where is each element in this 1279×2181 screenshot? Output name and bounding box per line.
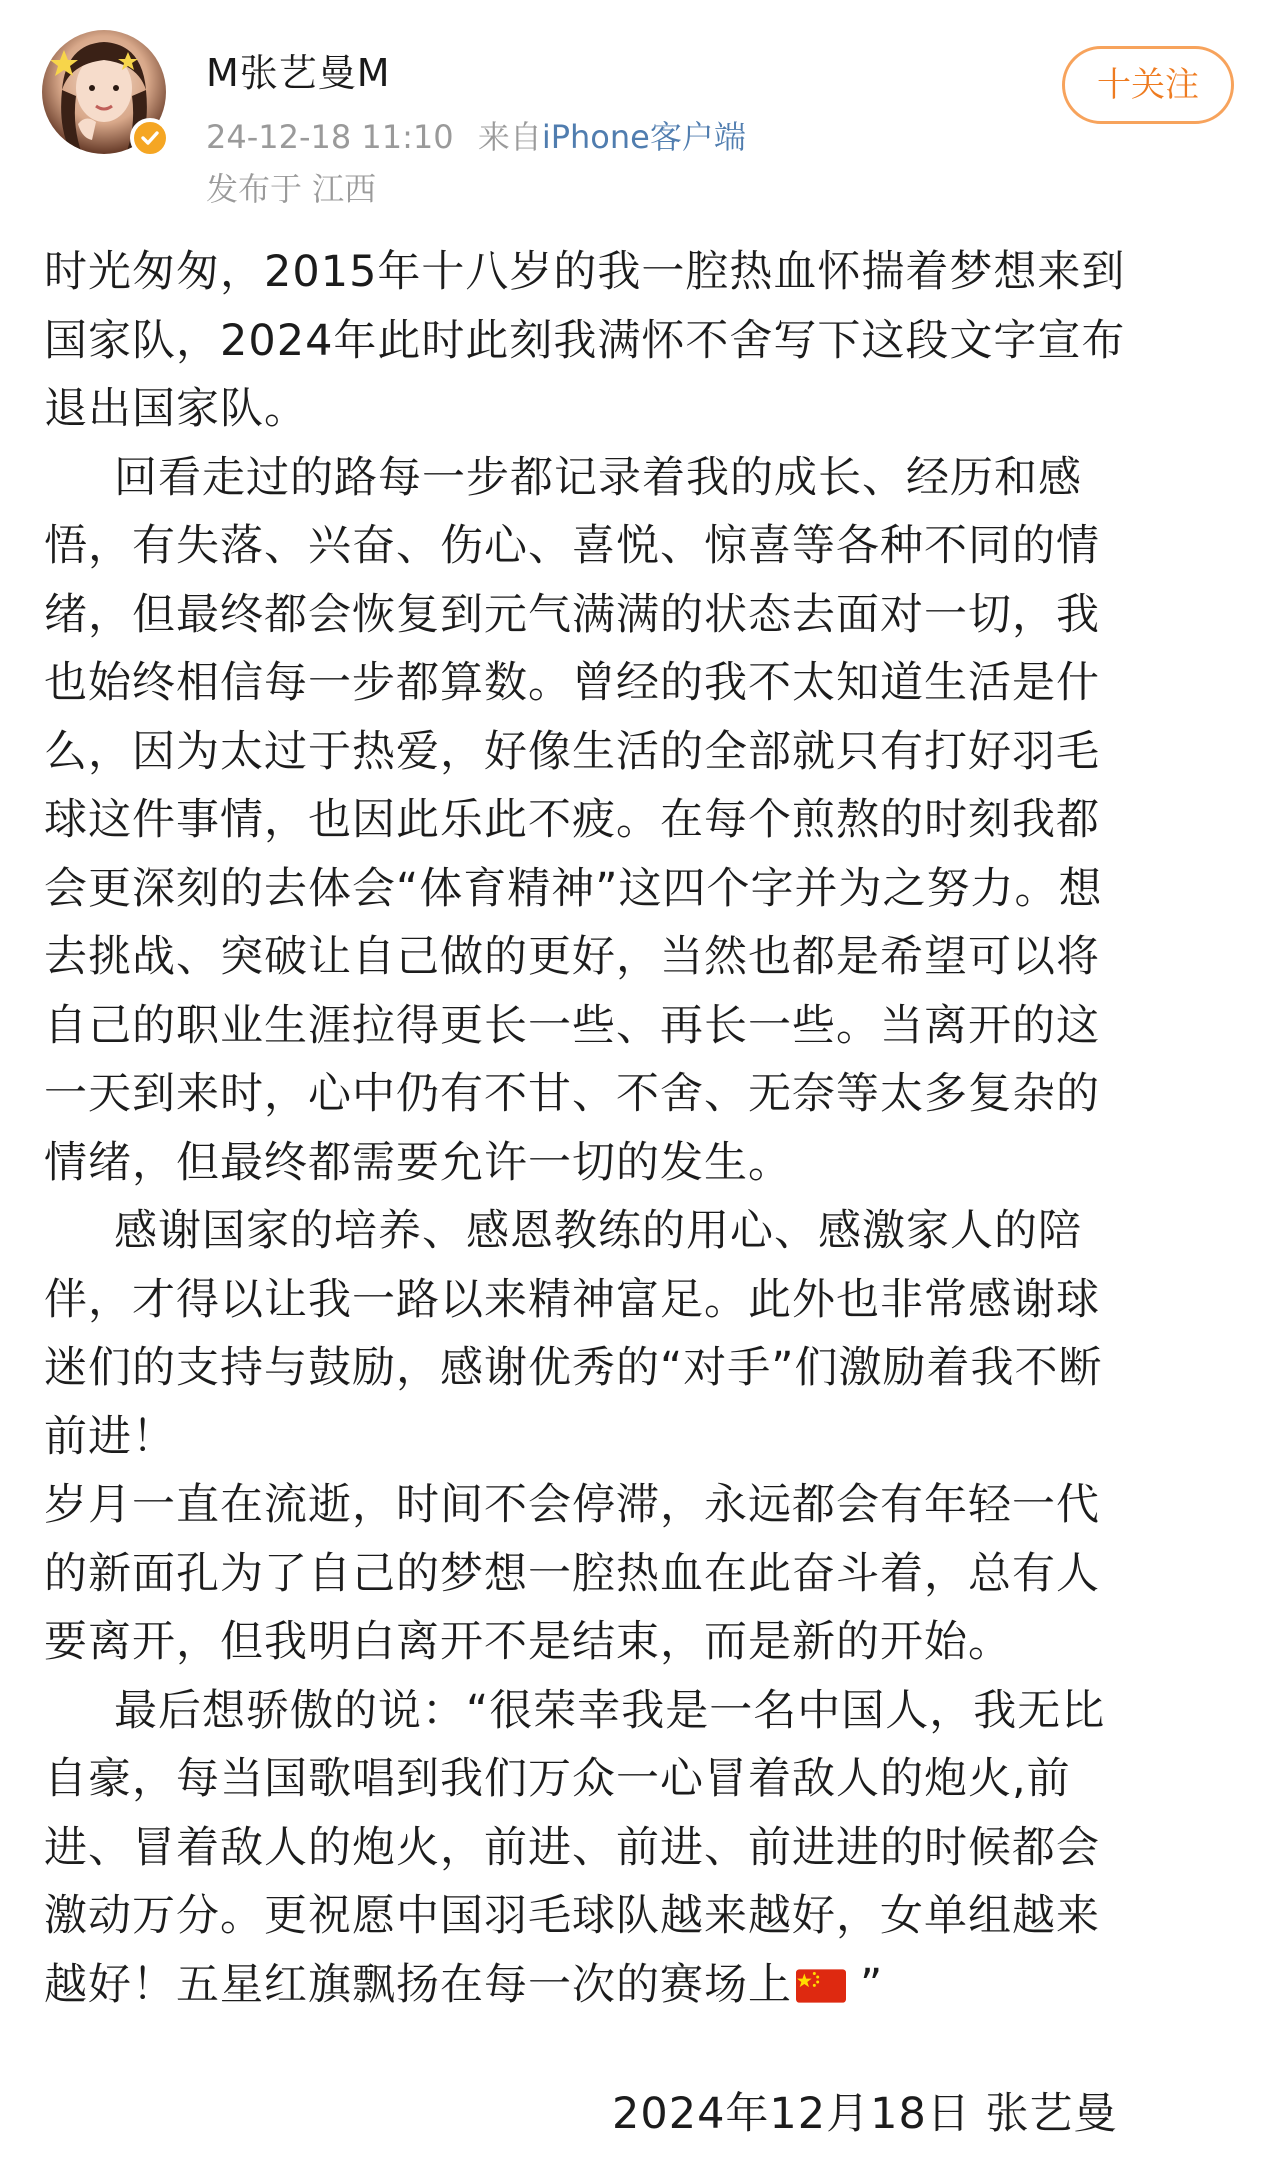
post-text-line: 岁月一直在流逝，时间不会停滞，永远都会有年轻一代 bbox=[44, 1480, 1100, 1530]
post-text-line: 也始终相信每一步都算数。曾经的我不太知道生活是什 bbox=[44, 658, 1100, 708]
post-text-line: 伴，才得以让我一路以来精神富足。此外也非常感谢球 bbox=[44, 1274, 1100, 1325]
closing-quote: ” bbox=[860, 1959, 884, 2010]
post-text-line: 最后想骄傲的说：“很荣幸我是一名中国人，我无比 bbox=[114, 1685, 1106, 1736]
post-content bbox=[44, 238, 1244, 2019]
post-text-line: 会更深刻的去体会“体育精神”这四个字并为之努力。想 bbox=[44, 863, 1103, 914]
post-text-line: 的新面孔为了自己的梦想一腔热血在此奋斗着，总有人 bbox=[44, 1548, 1100, 1599]
post-text-line: 情绪，但最终都需要允许一切的发生。 bbox=[44, 1137, 792, 1188]
post-text-line: 退出国家队。 bbox=[44, 384, 308, 434]
verified-badge-icon bbox=[130, 118, 170, 158]
post-meta bbox=[206, 112, 746, 158]
post-text-line: 自己的职业生涯拉得更长一些、再长一些。当离开的这 bbox=[44, 1000, 1100, 1051]
post-text-line: 悟，有失落、兴奋、伤心、喜悦、惊喜等各种不同的情 bbox=[44, 521, 1100, 571]
post-header bbox=[0, 0, 1279, 208]
post-text-line: 前进！ bbox=[44, 1411, 176, 1462]
post-text-fragment: 越好！五星红旗飘扬在每一次的赛场上 bbox=[44, 1959, 792, 2010]
post-text-line: 感谢国家的培养、感恩教练的用心、感激家人的陪 bbox=[114, 1206, 1082, 1256]
post-text-line: 绪，但最终都会恢复到元气满满的状态去面对一切，我 bbox=[44, 589, 1100, 640]
post-text-line: 自豪，每当国歌唱到我们万众一心冒着敌人的炮火,前 bbox=[44, 1754, 1071, 1804]
source-prefix: 来自 bbox=[477, 118, 542, 156]
post-text-line: 时光匆匆，2015年十八岁的我一腔热血怀揣着梦想来到 bbox=[44, 247, 1126, 297]
post-text-line: 么，因为太过于热爱，好像生活的全部就只有打好羽毛 bbox=[44, 726, 1100, 777]
post-location: 发布于 江西 bbox=[206, 170, 377, 208]
post-text-line: 球这件事情，也因此乐此不疲。在每个煎熬的时刻我都 bbox=[44, 795, 1100, 845]
post-text-line-last bbox=[44, 1951, 1244, 2020]
post-source-link[interactable]: iPhone客户端 bbox=[541, 118, 746, 156]
post-text-line: 去挑战、突破让自己做的更好，当然也都是希望可以将 bbox=[44, 932, 1100, 982]
post-text-line: 激动万分。更祝愿中国羽毛球队越来越好，女单组越来 bbox=[44, 1891, 1100, 1941]
post-text-line: 要离开，但我明白离开不是结束，而是新的开始。 bbox=[44, 1617, 1012, 1667]
china-flag-icon bbox=[796, 1969, 846, 2003]
post-timestamp: 24-12-18 11:10 bbox=[206, 118, 454, 156]
post-text-line: 国家队，2024年此时此刻我满怀不舍写下这段文字宣布 bbox=[44, 315, 1126, 366]
post-text-line: 一天到来时，心中仍有不甘、不舍、无奈等太多复杂的 bbox=[44, 1069, 1100, 1119]
post-text-line: 迷们的支持与鼓励，感谢优秀的“对手”们激励着我不断 bbox=[44, 1343, 1103, 1393]
follow-button[interactable]: 十关注 bbox=[1062, 46, 1234, 124]
post-text-line: 回看走过的路每一步都记录着我的成长、经历和感 bbox=[114, 452, 1082, 503]
username[interactable]: M张艺曼M bbox=[206, 51, 391, 95]
post-text-line: 进、冒着敌人的炮火，前进、前进、前进进的时候都会 bbox=[44, 1822, 1100, 1873]
post-signature: 2024年12月18日 张艺曼 bbox=[612, 2089, 1118, 2139]
